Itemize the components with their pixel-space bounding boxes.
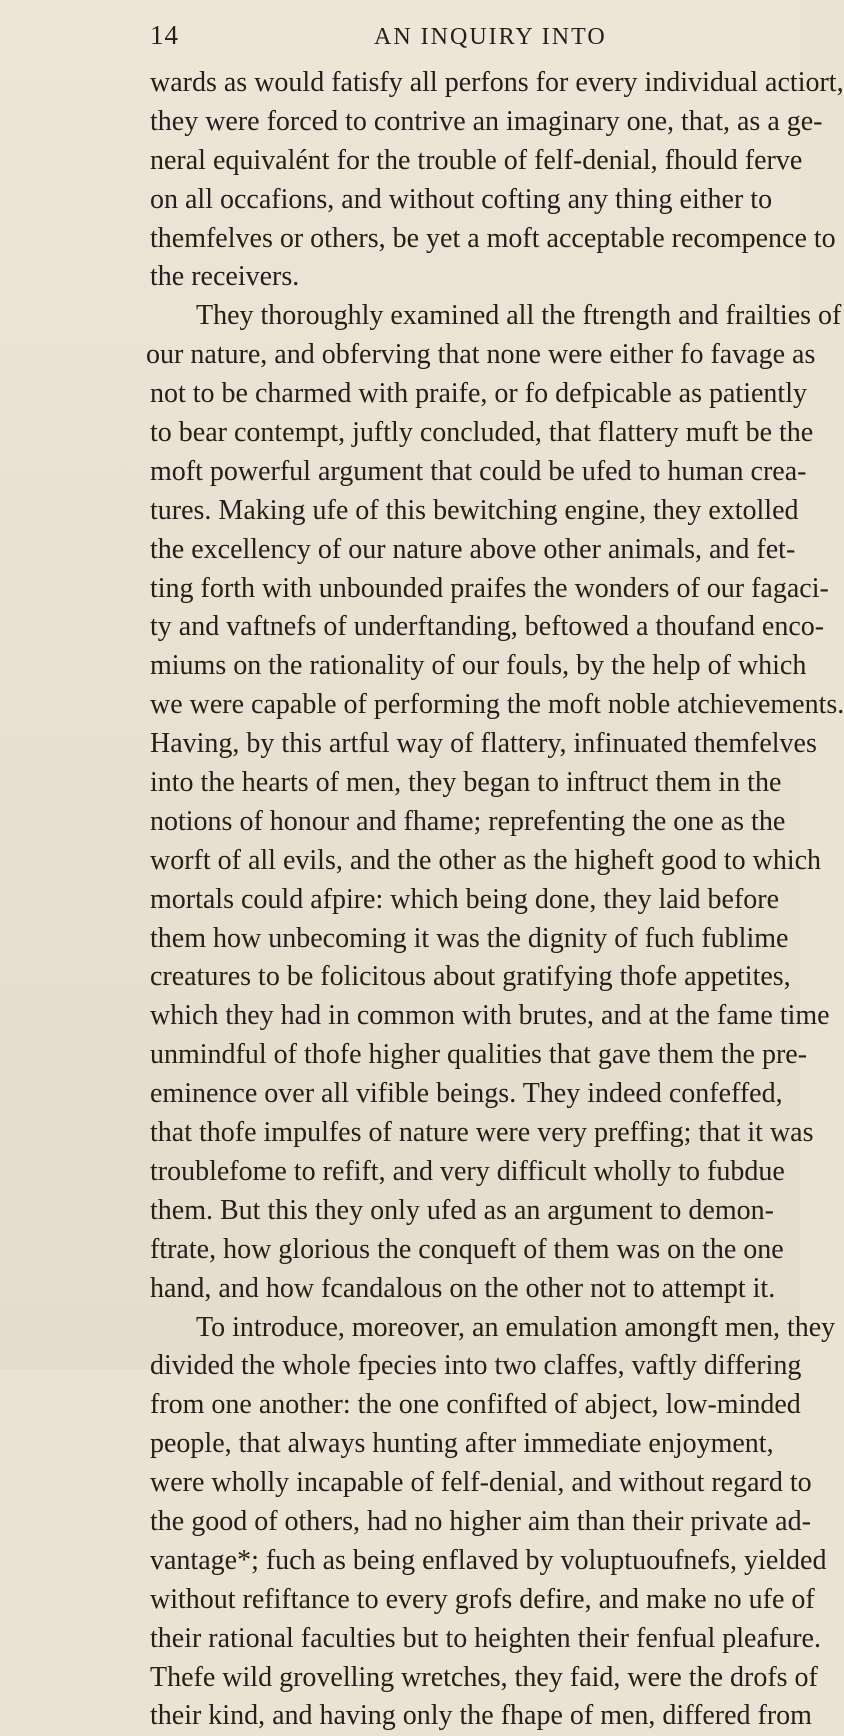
page-number: 14 (150, 20, 179, 50)
text-line: moft powerful argument that could be ufed to human crea- (150, 455, 807, 487)
body-text (146, 64, 844, 1736)
text-line: their kind, and having only the fhape of men, differed from (150, 1700, 812, 1732)
text-line: divided the whole fpecies into two claffes, vaftly differing (150, 1350, 802, 1382)
text-line: to bear contempt, juftly concluded, that flattery muft be the (150, 417, 814, 449)
text-line: themfelves or others, be yet a moft acceptable recompence to (150, 222, 836, 254)
text-line: without refiftance to every grofs defire, and make no ufe of (150, 1583, 815, 1615)
text-line: ty and vaftnefs of underftanding, beftowed a thoufand enco- (150, 611, 825, 643)
text-line: the receivers. (150, 261, 300, 293)
text-line: Thefe wild grovelling wretches, they faid, were the drofs of (150, 1661, 818, 1693)
text-line: ting forth with unbounded praifes the wonders of our fagaci- (150, 572, 829, 604)
text-line: notions of honour and fhame; reprefenting the one as the (150, 805, 786, 837)
text-line: the good of others, had no higher aim than their private ad- (150, 1505, 811, 1537)
text-line: people, that always hunting after immediate enjoyment, (150, 1428, 774, 1460)
text-line: the excellency of our nature above other animals, and fet- (150, 533, 796, 565)
text-line: from one another: the one confifted of abject, low-minded (150, 1389, 801, 1421)
text-line: Having, by this artful way of flattery, infinuated themfelves (150, 728, 817, 760)
text-line: neral equivalént for the trouble of felf-denial, fhould ferve (150, 144, 803, 176)
text-line: wards as would fatisfy all perfons for every individual actiort, (150, 67, 844, 98)
text-line: them. But this they only ufed as an argument to demon- (150, 1194, 774, 1226)
text-line: they were forced to contrive an imaginary one, that, as a ge- (150, 105, 823, 137)
running-head: AN INQUIRY INTO (374, 24, 607, 50)
paragraph-start-line: They thoroughly examined all the ftrength and frailties of (196, 300, 842, 332)
text-line: worft of all evils, and the other as the higheft good to which (150, 844, 822, 876)
text-line: into the hearts of men, they began to inftruct them in the (150, 767, 782, 799)
text-line: which they had in common with brutes, and at the fame time (150, 1000, 830, 1032)
page-header (150, 20, 760, 56)
text-line: ftrate, how glorious the conqueft of them was on the one (150, 1233, 784, 1265)
text-line: mortals could afpire: which being done, they laid before (150, 883, 780, 915)
text-line: eminence over all vifible beings. They indeed confeffed, (150, 1078, 783, 1110)
text-line: unmindful of thofe higher qualities that gave them the pre- (150, 1039, 808, 1071)
text-line: on all occafions, and without cofting any thing either to (150, 183, 773, 215)
text-line: tures. Making ufe of this bewitching engine, they extolled (150, 494, 799, 526)
text-line: not to be charmed with praife, or fo defpicable as patiently (150, 378, 807, 410)
text-line: their rational faculties but to heighten their fenfual pleafure. (150, 1622, 821, 1654)
text-line: hand, and how fcandalous on the other not to attempt it. (150, 1272, 776, 1304)
text-line: vantage*; fuch as being enflaved by voluptuoufnefs, yielded (150, 1544, 827, 1576)
text-line: we were capable of performing the moft noble atchievements. (150, 689, 844, 721)
text-line: our nature, and obferving that none were either fo favage as (146, 339, 816, 371)
text-line: miums on the rationality of our fouls, by the help of which (150, 650, 807, 682)
text-line: them how unbecoming it was the dignity of fuch fublime (150, 922, 789, 954)
text-line: were wholly incapable of felf-denial, and without regard to (150, 1467, 812, 1499)
text-line: creatures to be folicitous about gratifying thofe appetites, (150, 961, 791, 993)
text-line: troublefome to refift, and very difficult wholly to fubdue (150, 1155, 785, 1187)
text-line: that thofe impulfes of nature were very preffing; that it was (150, 1117, 814, 1149)
paragraph-start-line: To introduce, moreover, an emulation amongft men, they (196, 1311, 836, 1343)
